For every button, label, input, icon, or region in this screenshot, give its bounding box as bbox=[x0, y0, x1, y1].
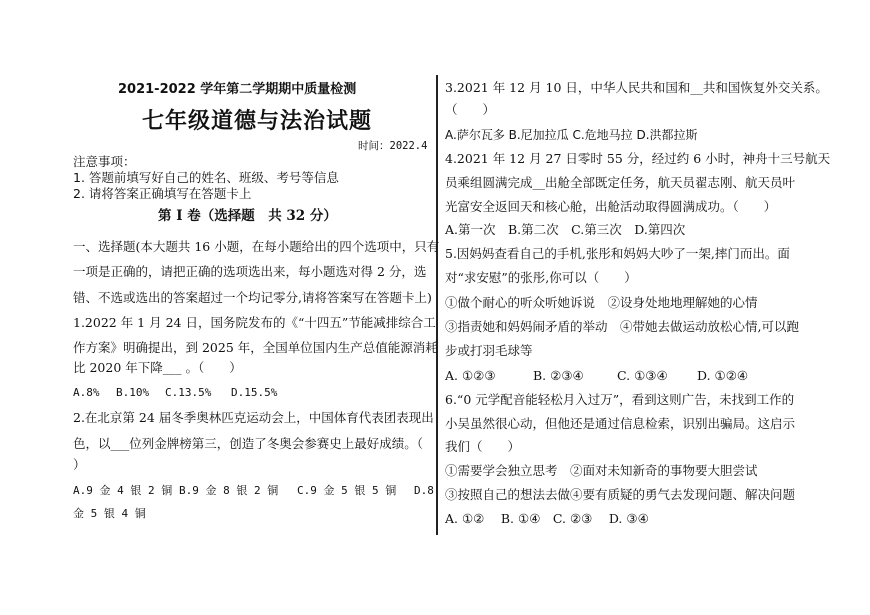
q1-option-a: A.8% bbox=[73, 386, 100, 399]
left-column bbox=[70, 0, 440, 615]
q5-option-d: D. ①②④ bbox=[697, 368, 749, 383]
q5-line-1: 5.因妈妈查看自己的手机,张彤和妈妈大吵了一架,摔门而出。面 bbox=[445, 246, 790, 261]
q5-line-2: 对“求安慰”的张彤,你可以（ ） bbox=[445, 270, 637, 285]
q4-line-2: 员乘组圆满完成__出舱全部既定任务，航天员翟志刚、航天员叶 bbox=[445, 175, 796, 190]
q5-item-line-1: ①做个耐心的听众听她诉说 ②设身处地地理解她的心情 bbox=[445, 295, 758, 310]
q5-option-c: C. ①③④ bbox=[617, 368, 668, 383]
q6-item-line-2: ③按照自己的想法去做④要有质疑的勇气去发现问题、解决问题 bbox=[445, 487, 796, 502]
exam-date: 时间：2022.4 bbox=[358, 140, 428, 152]
column-divider bbox=[436, 75, 438, 535]
q5-option-a: A. ①②③ bbox=[445, 368, 496, 383]
q2-option-b: B.9 金 8 银 2 铜 bbox=[179, 484, 279, 497]
notice-2: 2. 请将答案正确填写在答题卡上 bbox=[73, 186, 252, 201]
q5-item-line-2: ③指责她和妈妈闹矛盾的举动 ④带她去做运动放松心情,可以跑 bbox=[445, 319, 799, 334]
q6-item-line-1: ①需要学会独立思考 ②面对未知新奇的事物要大胆尝试 bbox=[445, 463, 758, 478]
q1-line-3: 比 2020 年下降___ 。（ ） bbox=[73, 360, 242, 375]
q5-item-line-3: 步或打羽毛球等 bbox=[445, 343, 533, 358]
notice-1: 1. 答题前填写好自己的姓名、班级、考号等信息 bbox=[73, 170, 339, 185]
q3-line-1: 3.2021 年 12 月 10 日，中华人民共和国和__共和国恢复外交关系。 bbox=[445, 80, 828, 95]
instructions-line-2: 一项是正确的，请把正确的选项选出来，每小题选对得 2 分，选 bbox=[73, 264, 427, 279]
q6-line-3: 我们（ ） bbox=[445, 439, 521, 454]
q5-option-b: B. ②③④ bbox=[533, 368, 584, 383]
q1-option-d: D.15.5% bbox=[231, 386, 278, 399]
exam-title: 七年级道德与法治试题 bbox=[142, 108, 373, 134]
q4-options: A.第一次 B.第二次 C.第三次 D.第四次 bbox=[445, 222, 686, 237]
q6-options: A. ①② B. ①④ C. ②③ D. ③④ bbox=[445, 511, 649, 526]
q2-option-d-cont: 金 5 银 4 铜 bbox=[73, 507, 146, 520]
q3-options: A.萨尔瓦多 B.尼加拉瓜 C.危地马拉 D.洪都拉斯 bbox=[445, 128, 698, 142]
q3-line-2: （ ） bbox=[445, 102, 496, 117]
q1-option-c: C.13.5% bbox=[165, 386, 212, 399]
q2-line-2: 色，以___位列金牌榜第三，创造了冬奥会参赛史上最好成绩。（ bbox=[73, 436, 424, 451]
q2-line-3: ） bbox=[73, 457, 86, 472]
q1-line-2: 作方案》明确提出，到 2025 年，全国单位国内生产总值能源消耗 bbox=[73, 340, 438, 355]
q4-line-1: 4.2021 年 12 月 27 日零时 55 分，经过约 6 小时，神舟十三号航天 bbox=[445, 151, 831, 166]
q1-line-1: 1.2022 年 1 月 24 日，国务院发布的《“十四五”节能减排综合工 bbox=[73, 315, 436, 330]
q2-option-d: D.8 bbox=[414, 484, 434, 497]
section-title: 第 I 卷（选择题 共 32 分） bbox=[158, 208, 337, 224]
instructions-line-3: 错、不选或选出的答案超过一个均记零分,请将答案写在答题卡上) bbox=[73, 290, 432, 305]
q2-option-c: C.9 金 5 银 5 铜 bbox=[297, 484, 397, 497]
q6-line-2: 小吴虽然很心动，但他还是通过信息检索，识别出骗局。这启示 bbox=[445, 416, 796, 431]
exam-header: 2021-2022 学年第二学期期中质量检测 bbox=[118, 82, 357, 97]
right-column bbox=[443, 0, 831, 615]
q4-line-3: 光富安全返回天和核心舱，出舱活动取得圆满成功。（ ） bbox=[445, 199, 777, 214]
q6-line-1: 6.“0 元学配音能轻松月入过万”，看到这则广告，未找到工作的 bbox=[445, 392, 795, 407]
notice-title: 注意事项： bbox=[73, 154, 136, 169]
q1-option-b: B.10% bbox=[116, 386, 150, 399]
instructions-line-1: 一、选择题(本大题共 16 小题，在每小题给出的四个选项中，只有 bbox=[73, 239, 440, 254]
q2-line-1: 2.在北京第 24 届冬季奥林匹克运动会上，中国体育代表团表现出 bbox=[73, 410, 434, 425]
q2-option-a: A.9 金 4 银 2 铜 bbox=[73, 484, 173, 497]
